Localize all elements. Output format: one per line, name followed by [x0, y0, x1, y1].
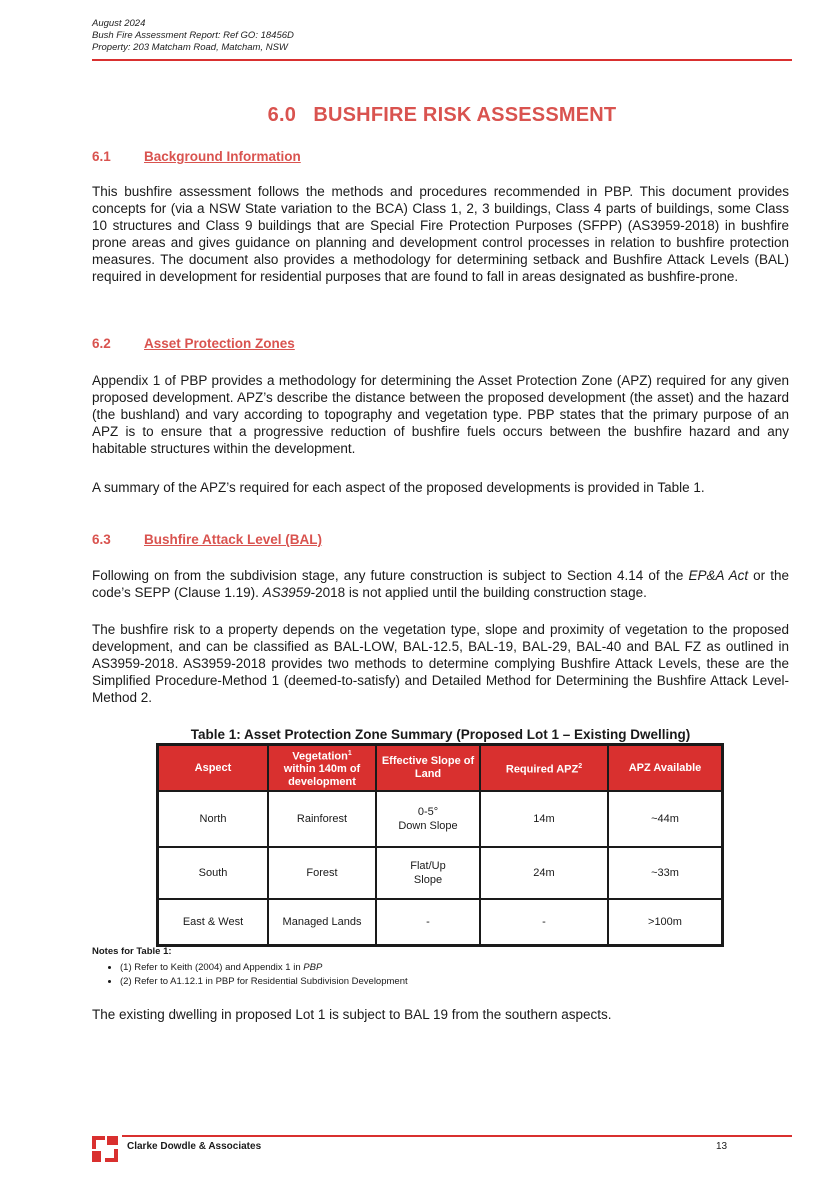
standard-reference: AS3959 [262, 585, 311, 600]
paragraph-construction-stage: Following on from the subdivision stage, any future construction is subject to Section 4.14 of the EP&A Act or the code’s SEPP (Clause 1.19). AS3959-2018 is not applied until the building construction stage. [92, 568, 789, 600]
section-heading-bal [92, 532, 322, 547]
section-title: Background Information [144, 149, 301, 164]
paragraph-apz-summary: A summary of the APZ’s required for each aspect of the proposed developments is provided in Table 1. [92, 480, 705, 495]
header-date: August 2024 [92, 18, 146, 29]
note-item: • (1) Refer to Keith (2004) and Appendix 1 in PBP [120, 962, 792, 973]
section-title: Asset Protection Zones [144, 336, 295, 351]
footer-divider [122, 1135, 792, 1137]
cell-vegetation: Rainforest [268, 791, 376, 847]
cell-vegetation: Forest [268, 847, 376, 899]
section-number: 6.1 [92, 149, 111, 164]
section-heading-background [92, 149, 301, 164]
table-notes [92, 946, 792, 990]
cell-apz-available: >100m [608, 899, 722, 945]
cell-required-apz: 24m [480, 847, 608, 899]
header-property: Property: 203 Matcham Road, Matcham, NSW [92, 42, 288, 53]
cell-aspect: East & West [158, 899, 268, 945]
cell-aspect: South [158, 847, 268, 899]
cell-slope: Flat/Up Slope [376, 847, 480, 899]
paragraph-conclusion: The existing dwelling in proposed Lot 1 is subject to BAL 19 from the southern aspects. [92, 1007, 612, 1022]
cell-aspect: North [158, 791, 268, 847]
notes-title: Notes for Table 1: [92, 946, 172, 957]
footer-company-name: Clarke Dowdle & Associates [127, 1141, 262, 1152]
section-number: 6.2 [92, 336, 111, 351]
cell-required-apz: - [480, 899, 608, 945]
header-report-ref: Bush Fire Assessment Report: Ref GO: 18456D [92, 30, 294, 41]
company-logo-icon [92, 1136, 118, 1162]
page-number: 13 [716, 1141, 728, 1152]
col-header-required-apz: Required APZ$^2$ [480, 745, 608, 791]
section-heading-apz [92, 336, 295, 351]
act-reference: EP&A Act [688, 568, 749, 583]
paragraph-bal-classification: The bushfire risk to a property depends on the vegetation type, slope and proximity of vegetation to the proposed development, and can be classified as BAL-LOW, BAL-12.5, BAL-19, BAL-29, BAL-40 and BAL FZ as outlined in AS3959-2018. AS3959-2018 provides two methods to determine complying Bushfire Attack Levels, these are the Simplified Procedure-Method 1 (deemed-to-satisfy) and Detailed Method for Determining the Bushfire Attack Level-Method 2. [92, 622, 789, 705]
cell-slope: 0-5° Down Slope [376, 791, 480, 847]
col-header-apz-available: APZ Available [608, 745, 722, 791]
table-row [158, 791, 722, 847]
section-title: Bushfire Attack Level (BAL) [144, 532, 323, 547]
section-number: 6.3 [92, 532, 111, 547]
col-header-vegetation: Vegetation$^1$ within 140m of development [268, 745, 376, 791]
table-header-row [158, 745, 722, 791]
table-row [158, 847, 722, 899]
apz-summary-table [156, 743, 724, 947]
page-title: 6.0 BUSHFIRE RISK ASSESSMENT [267, 104, 617, 126]
cell-apz-available: ~44m [608, 791, 722, 847]
cell-slope: - [376, 899, 480, 945]
header-divider [92, 59, 792, 61]
col-header-effective-slope: Effective Slope of Land [376, 745, 480, 791]
table-caption: Table 1: Asset Protection Zone Summary (Proposed Lot 1 – Existing Dwelling) [190, 727, 691, 742]
cell-apz-available: ~33m [608, 847, 722, 899]
paragraph-background: This bushfire assessment follows the methods and procedures recommended in PBP. This document provides concepts for (via a NSW State variation to the BCA) Class 1, 2, 3 buildings, Class 4 parts of buildings, some Class 10 structures and Class 9 buildings that are Special Fire Protection Purposes (SFPP) (AS3959-2018) in bushfire prone areas and gives guidance on planning and development control processes in relation to bushfire protection measures. The document also provides a methodology for determining setback and Bushfire Attack Levels (BAL) required in development for residential purposes that are found to fall in areas designated as bushfire-prone. [92, 184, 789, 284]
col-header-aspect: Aspect [158, 745, 268, 791]
notes-list [92, 962, 792, 987]
cell-vegetation: Managed Lands [268, 899, 376, 945]
note-item: • (2) Refer to A1.12.1 in PBP for Residential Subdivision Development [120, 976, 792, 987]
paragraph-apz-methodology: Appendix 1 of PBP provides a methodology for determining the Asset Protection Zone (APZ) required for any given proposed development. APZ’s describe the distance between the proposed development (the asset) and the hazard (the bushland) and vary according to topography and vegetation type. PBP states that the primary purpose of an APZ is to ensure that a progressive reduction of bushfire fuels occurs between the bushfire hazard and any habitable structures within the development. [92, 373, 789, 456]
running-header [92, 18, 792, 54]
table-row [158, 899, 722, 945]
cell-required-apz: 14m [480, 791, 608, 847]
